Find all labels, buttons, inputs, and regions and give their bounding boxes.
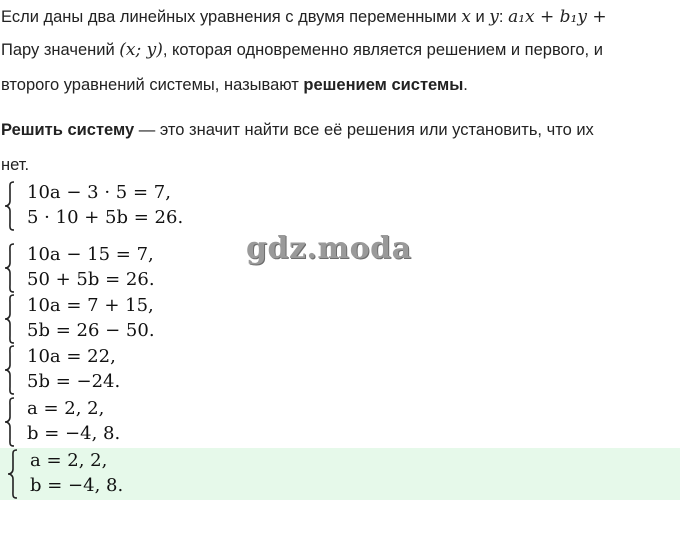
text-segment: Если даны два линейных уравнения с двумя переменными [1,8,462,26]
equation-1: a = 2, 2, [27,398,105,419]
definition-line-1 [1,7,607,27]
equation-1: 10a − 3 · 5 = 7, [27,182,171,203]
system-step-3 [0,293,680,345]
system-step-5 [0,396,680,448]
pair-xy: (x; y) [119,40,163,60]
equation-1: 10a = 7 + 15, [27,295,154,316]
equation-2: 50 + 5b = 26. [27,269,155,290]
answer-equation-1: a = 2, 2, [30,450,108,471]
answer-system [0,448,680,500]
watermark-logo: gdz.moda [246,231,412,266]
left-brace-icon [6,448,20,500]
term-system-solution: решением системы [303,76,464,94]
equation-2: 5b = 26 − 50. [27,320,155,341]
term-solve-system: Решить систему [1,121,135,139]
text-segment: и [470,8,490,26]
equation-1: 10a = 22, [27,346,116,367]
system-step-4 [0,344,680,396]
definition-line-2 [1,40,603,60]
equation-formula: a₁x + b₁y + [508,7,607,27]
text-segment: , которая одновременно является решением и первого, и [162,41,603,59]
equation-1: 10a − 15 = 7, [27,244,154,265]
var-y: y [489,7,499,27]
left-brace-icon [3,396,17,448]
var-x: x [461,7,471,27]
text-segment: второго уравнений системы, называют [1,76,304,94]
text-segment: : [498,8,509,26]
text-segment: нет. [1,156,30,174]
left-brace-icon [3,242,17,294]
system-step-1 [0,180,680,232]
left-brace-icon [3,344,17,396]
equation-2: 5 · 10 + 5b = 26. [27,207,184,228]
text-segment: Пару значений [1,41,120,59]
text-segment: — это значит найти все её решения или установить, что их [134,121,594,139]
definition-line-4 [1,121,594,140]
answer-equation-2: b = −4, 8. [30,475,124,496]
equation-2: b = −4, 8. [27,423,121,444]
definition-line-3 [1,76,468,95]
equation-2: 5b = −24. [27,371,121,392]
definition-line-5 [1,156,29,175]
text-segment: . [463,76,468,94]
left-brace-icon [3,180,17,232]
left-brace-icon [3,293,17,345]
